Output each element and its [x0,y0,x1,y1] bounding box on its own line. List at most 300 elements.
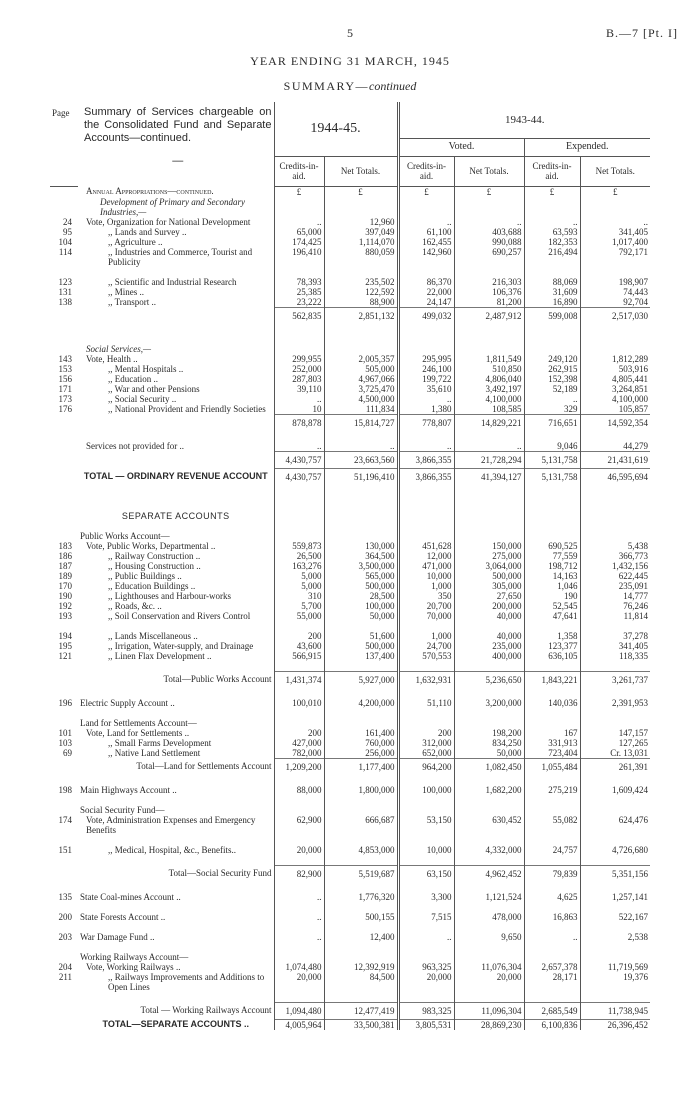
amount-cell [580,952,650,962]
amount-cell: 652,000 [398,748,454,759]
amount-cell: 630,452 [454,815,524,835]
page-ref [50,882,78,892]
total-label: TOTAL — ORDINARY REVENUE ACCOUNT [78,468,274,485]
spacer-row [50,882,650,892]
amount-cell [274,688,324,698]
page-ref: 143 [58,353,72,364]
section-heading: Development of Primary and Secondary Industries,— [78,197,274,217]
amount-cell: Cr. 13,031 [580,748,650,759]
amount-cell [274,521,324,531]
page-ref: 198 [58,784,72,795]
amount-cell [398,531,454,541]
row-description: State Forests Account .. [78,912,274,922]
page-ref [50,485,78,511]
spacer-row [50,902,650,912]
amount-cell [454,952,524,962]
amount-cell [580,521,650,531]
amount-cell: 137,400 [324,651,398,661]
amount-cell [324,621,398,631]
amount-cell: 570,553 [398,651,454,661]
amount-cell: 4,430,757 [274,451,324,468]
table-row [50,641,650,651]
row-description: ,, Lands Miscellaneous .. [78,631,274,641]
row-description: Vote, Organization for National Development [78,217,274,227]
amount-cell [524,688,580,698]
subsection-heading-row [50,197,650,217]
amount-cell: 200 [308,727,322,738]
section-heading: Social Security Fund— [78,805,274,815]
amount-cell: 1,632,931 [398,671,454,688]
amount-cell: 2,391,953 [580,698,650,708]
amount-cell: 624,476 [580,815,650,835]
page-ref: 173 [58,393,72,404]
table-row [50,277,650,287]
amount-cell: 1,000 [398,581,454,591]
amount-cell: 4,726,680 [580,845,650,855]
amount-cell: .. [398,932,454,942]
amount-cell: 11,096,304 [454,1002,524,1019]
amount-cell [524,992,580,1003]
amount-cell [398,324,454,344]
amount-cell [274,922,324,932]
amount-cell: 11,076,304 [454,962,524,972]
table-row [50,287,650,297]
amount-cell: 312,000 [398,738,454,748]
amount-cell: 88,000 [296,784,322,795]
row-description: ,, Railway Construction .. [78,551,274,561]
amount-cell: 1,257,141 [580,892,650,902]
amount-cell [398,922,454,932]
amount-cell [580,485,650,511]
page-ref: 121 [58,650,72,661]
page-ref [50,267,78,277]
amount-cell [274,795,324,805]
row-description: ,, Small Farms Development [78,738,274,748]
subsection-heading-row [50,805,650,815]
amount-cell: 963,325 [398,962,454,972]
amount-cell: 108,585 [454,404,524,415]
amount-cell: 88,900 [324,297,398,308]
amount-cell: 397,049 [324,227,398,237]
amount-cell: .. [398,441,454,452]
amount-cell [454,992,524,1003]
amount-cell: 364,500 [324,551,398,561]
amount-cell [274,324,324,344]
amount-cell: 123,377 [524,641,580,651]
table-row [50,561,650,571]
amount-cell: 3,064,000 [454,561,524,571]
amount-cell [274,882,324,892]
amount-cell: 24,700 [398,641,454,651]
spacer-row [50,324,650,344]
total-row [50,1002,650,1019]
amount-cell: 478,000 [454,912,524,922]
section-heading-row [50,511,650,521]
amount-cell [454,197,524,217]
amount-cell [274,835,324,845]
amount-cell [454,511,524,521]
amount-cell [454,942,524,952]
row-description: Vote, Administration Expenses and Emergency Benefits [78,815,274,835]
amount-cell [324,431,398,441]
amount-cell [524,952,580,962]
table-row [50,374,650,384]
amount-cell: 24,147 [398,297,454,308]
table-row [50,581,650,591]
currency-symbol: £ [324,186,398,197]
amount-cell [274,952,324,962]
amount-cell [398,775,454,785]
section-heading: Working Railways Account— [78,952,274,962]
subsection-heading-row [50,531,650,541]
row-description: ,, Public Buildings .. [78,571,274,581]
section-heading: SEPARATE ACCOUNTS [78,511,274,521]
amount-cell [580,992,650,1003]
amount-cell: 51,196,410 [324,468,398,485]
amount-cell [398,661,454,672]
amount-cell [524,621,580,631]
amount-cell [398,521,454,531]
amount-cell: 33,500,381 [324,1019,398,1030]
amount-cell: 4,625 [524,892,580,902]
year-1943-44-header: 1943-44. [398,102,650,138]
amount-cell: 1,114,070 [324,237,398,247]
currency-symbol: £ [398,186,454,197]
amount-cell: 562,835 [274,307,324,324]
amount-cell: 2,487,912 [454,307,524,324]
page-ref: 24 [63,216,72,227]
amount-cell [398,621,454,631]
row-description: ,, Medical, Hospital, &c., Benefits.. [78,845,274,855]
amount-cell [454,902,524,912]
page-ref [50,414,78,431]
row-description [78,922,274,932]
table-row [50,738,650,748]
amount-cell: 44,279 [580,441,650,452]
page-ref [50,942,78,952]
amount-cell: 500,000 [454,571,524,581]
table-row [50,631,650,641]
amount-cell: 47,641 [524,611,580,621]
row-description: ,, Scientific and Industrial Research [78,277,274,287]
amount-cell [398,718,454,728]
page-ref: 131 [58,286,72,297]
amount-cell [324,344,398,354]
amount-cell: 12,400 [324,932,398,942]
currency-row [50,186,650,197]
amount-cell [324,942,398,952]
amount-cell: 53,150 [398,815,454,835]
amount-cell [524,485,580,511]
amount-cell: 522,167 [580,912,650,922]
amount-cell: 40,000 [454,631,524,641]
spacer-row [50,485,650,511]
spacer-row [50,942,650,952]
amount-cell [398,882,454,892]
amount-cell: 26,396,452 [580,1019,650,1030]
table-row [50,247,650,267]
page-ref: 192 [58,600,72,611]
amount-cell: 235,000 [454,641,524,651]
amount-cell: 4,967,066 [324,374,398,384]
amount-cell: 198,907 [580,277,650,287]
subsection-heading-row [50,344,650,354]
amount-cell: 5,236,650 [454,671,524,688]
row-description [78,902,274,912]
amount-cell [324,688,398,698]
amount-cell [454,324,524,344]
amount-cell: 41,394,127 [454,468,524,485]
page-ref [50,805,78,815]
total-row [50,671,650,688]
amount-cell [580,661,650,672]
amount-cell: .. [317,891,322,902]
amount-cell [524,922,580,932]
amount-cell [324,267,398,277]
amount-cell: 5,927,000 [324,671,398,688]
page-ref [50,186,78,197]
amount-cell: 366,773 [580,551,650,561]
amount-cell [454,708,524,718]
page-ref: 200 [58,911,72,922]
amount-cell [324,511,398,521]
amount-cell: 275,219 [524,785,580,795]
page-ref [50,521,78,531]
row-description: State Coal-mines Account .. [78,892,274,902]
page-column-header: Page [50,102,78,186]
amount-cell: 20,700 [398,601,454,611]
amount-cell: 78,393 [296,276,322,287]
amount-cell: 20,000 [398,972,454,992]
table-title: Summary of Services chargeable on the Consolidated Fund and Separate Accounts—continued. — [78,102,274,186]
year-heading: YEAR ENDING 31 MARCH, 1945 [250,54,450,68]
row-description: Electric Supply Account .. [78,698,274,708]
amount-cell [274,431,324,441]
amount-cell [398,942,454,952]
spacer-row [50,992,650,1003]
amount-cell [524,855,580,866]
row-description: ,, Lighthouses and Harbour-works [78,591,274,601]
amount-cell [454,267,524,277]
amount-cell: 287,803 [292,373,322,384]
page-ref: 204 [58,961,72,972]
spacer-row [50,795,650,805]
amount-cell: 9,650 [454,932,524,942]
amount-cell [398,688,454,698]
amount-cell: 1,074,480 [285,961,322,972]
total-label: Total—Land for Settlements Account [78,758,274,775]
amount-cell: 127,265 [580,738,650,748]
amount-cell: 723,404 [524,748,580,759]
amount-cell [454,431,524,441]
amount-cell [324,805,398,815]
table-row [50,748,650,759]
amount-cell [454,344,524,354]
amount-cell: 167 [524,728,580,738]
credits-header: Credits-in-aid. [524,156,580,186]
amount-cell: 10 [312,403,322,414]
amount-cell: 62,900 [296,814,322,825]
amount-cell [274,708,324,718]
amount-cell: 4,100,000 [454,394,524,404]
section-heading: Social Services,— [78,344,274,354]
page-ref [50,902,78,912]
net-totals-header: Net Totals. [324,156,398,186]
page-ref: 183 [58,540,72,551]
amount-cell: 1,046 [524,581,580,591]
amount-cell: 3,725,470 [324,384,398,394]
row-description: Services not provided for .. [78,441,274,452]
amount-cell [274,855,324,866]
amount-cell: 6,100,836 [524,1019,580,1030]
amount-cell [580,795,650,805]
table-row [50,962,650,972]
row-description: Vote, Health .. [78,354,274,364]
amount-cell: 5,131,758 [524,468,580,485]
amount-cell: 216,303 [454,277,524,287]
amount-cell: .. [317,216,322,227]
amount-cell: 100,000 [324,601,398,611]
amount-cell: 12,960 [324,217,398,227]
amount-cell: 50,000 [454,748,524,759]
row-description [78,324,274,344]
amount-cell: 28,500 [324,591,398,601]
amount-cell: 1,121,524 [454,892,524,902]
page-ref: 104 [58,236,72,247]
row-description [78,775,274,785]
amount-cell: 4,005,964 [274,1019,324,1030]
page-ref [50,795,78,805]
amount-cell [580,775,650,785]
amount-cell: .. [524,217,580,227]
amount-cell: 122,592 [324,287,398,297]
amount-cell [454,688,524,698]
row-description: Vote, Public Works, Departmental .. [78,541,274,551]
amount-cell: .. [317,911,322,922]
spacer-row [50,922,650,932]
row-description [78,708,274,718]
page-ref: 174 [58,814,72,825]
amount-cell: 500,000 [324,641,398,651]
spacer-row [50,708,650,718]
amount-cell: .. [317,440,322,451]
amount-cell: 235,091 [580,581,650,591]
table-row [50,728,650,738]
amount-cell: 216,494 [524,247,580,267]
amount-cell [524,197,580,217]
row-description: Main Highways Account .. [78,785,274,795]
page-ref [50,441,78,452]
page-ref: 193 [58,610,72,621]
amount-cell: 5,000 [301,570,322,581]
amount-cell: 20,000 [296,971,322,982]
amount-cell [324,531,398,541]
table-row [50,541,650,551]
row-description: ,, Agriculture .. [78,237,274,247]
page-ref [50,865,78,882]
page-ref [50,1019,78,1030]
page-ref: 195 [58,640,72,651]
amount-cell: 3,492,197 [454,384,524,394]
amount-cell [580,511,650,521]
total-row [50,865,650,882]
amount-cell [274,805,324,815]
amount-cell: 4,853,000 [324,845,398,855]
expended-header: Expended. [524,138,650,156]
amount-cell: 55,000 [296,610,322,621]
amount-cell [324,795,398,805]
amount-cell [398,197,454,217]
amount-cell [274,942,324,952]
amount-cell [454,621,524,631]
amount-cell [524,775,580,785]
amount-cell: 2,851,132 [324,307,398,324]
page-ref [50,835,78,845]
row-description [78,855,274,866]
amount-cell: 76,246 [580,601,650,611]
amount-cell: 261,391 [580,758,650,775]
page-ref: 135 [58,891,72,902]
amount-cell: 10,000 [398,845,454,855]
amount-cell: 1,000 [398,631,454,641]
spacer-row [50,775,650,785]
table-row [50,845,650,855]
amount-cell: 77,559 [524,551,580,561]
amount-cell: 20,000 [454,972,524,992]
amount-cell: 190 [524,591,580,601]
amount-cell [580,855,650,866]
amount-cell: 4,805,441 [580,374,650,384]
page-ref [50,688,78,698]
amount-cell [524,708,580,718]
amount-cell: 79,839 [524,865,580,882]
row-description: ,, National Provident and Friendly Societies [78,404,274,415]
page-ref [50,511,78,521]
page-ref: 153 [58,363,72,374]
row-description: ,, Native Land Settlement [78,748,274,759]
page-ref: 186 [58,550,72,561]
row-description: War Damage Fund .. [78,932,274,942]
subsection-heading-row [50,718,650,728]
table-row [50,932,650,942]
amount-cell: 82,900 [274,865,324,882]
amount-cell: 235,502 [324,277,398,287]
amount-cell [324,718,398,728]
row-description [78,992,274,1003]
amount-cell [274,531,324,541]
amount-cell [324,882,398,892]
amount-cell [524,431,580,441]
amount-cell: 21,728,294 [454,451,524,468]
amount-cell: 21,431,619 [580,451,650,468]
page-ref [50,922,78,932]
row-description: ,, Education .. [78,374,274,384]
currency-symbol: £ [580,186,650,197]
page-ref [50,621,78,631]
amount-cell: 666,687 [324,815,398,835]
page-ref [50,775,78,785]
amount-cell: .. [580,217,650,227]
section-heading: Land for Settlements Account— [78,718,274,728]
amount-cell: 63,593 [524,227,580,237]
amount-cell: 199,722 [398,374,454,384]
amount-cell: 3,261,737 [580,671,650,688]
amount-cell: 23,222 [296,296,322,307]
amount-cell: 2,517,030 [580,307,650,324]
amount-cell: 690,525 [524,541,580,551]
table-row [50,651,650,661]
total-row [50,451,650,468]
